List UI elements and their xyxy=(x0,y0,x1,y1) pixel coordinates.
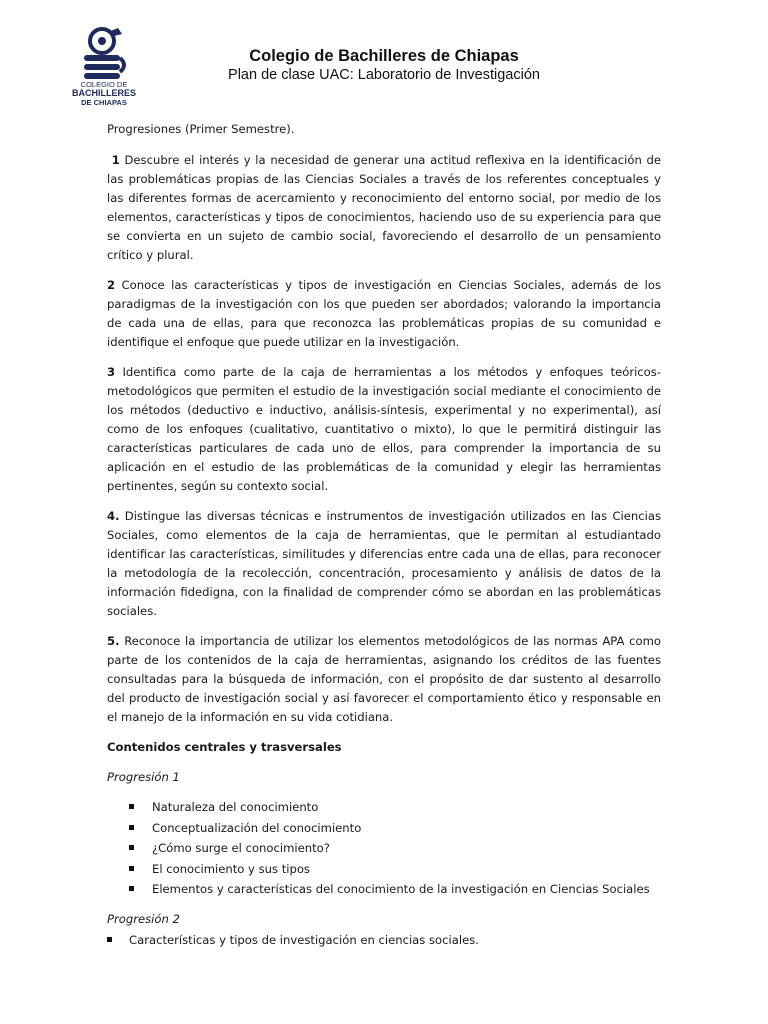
progression-number: 5. xyxy=(107,634,120,648)
list-item xyxy=(107,930,661,951)
progression-paragraph-4 xyxy=(107,507,661,621)
document-body xyxy=(107,120,661,960)
list-item-text: ¿Cómo surge el conocimiento? xyxy=(152,841,330,855)
list-item-text: Naturaleza del conocimiento xyxy=(152,800,319,814)
progression-text: Distingue las diversas técnicas e instrumentos de investigación utilizados en las Ciencias Sociales, como elementos de la caja de herramientas, que le permitan al estudiantado identificar las características, similitudes y diferencias entre cada una de ellas, para reconocer la metodología de la recolección, concentración, procesamiento y análisis de datos de la información fidedigna, con la finalidad de comprender cómo se abordan en las problemáticas sociales. xyxy=(107,509,661,618)
progression-text: Conoce las características y tipos de investigación en Ciencias Sociales, además de los paradigmas de la investigación con los que pueden ser abordados; valorando la importancia de cada una de ellas, para que reconozca las problemáticas propias de su comunidad e identifique el enfoque que puede utilizar en la investigación. xyxy=(107,278,661,349)
list-item xyxy=(129,859,661,880)
list-item xyxy=(129,879,661,900)
progression-number: 1 xyxy=(111,153,120,167)
bullet-square-icon xyxy=(129,804,134,809)
progression-paragraph-1 xyxy=(107,151,661,265)
progression-number: 3 xyxy=(107,365,116,379)
contents-section-title: Contenidos centrales y trasversales xyxy=(107,740,342,754)
progression-text: Identifica como parte de la caja de herramientas a los métodos y enfoques teóricos-metodológicos que permiten el estudio de la investigación social mediante el conocimiento de los métodos (deductivo e inductivo, análisis-síntesis, experimental y no experimental), así como de los enfoques (cualitativo, cuantitativo o mixto), lo que le permitirá distinguir las características particulares de cada uno de ellos, para comprender la importancia de su aplicación en el estudio de las problemáticas de la comunidad y elegir las herramientas pertinentes, según su contexto social. xyxy=(107,365,661,493)
logo-line-1: COLEGIO DE xyxy=(80,80,128,89)
progression-text: Reconoce la importancia de utilizar los elementos metodológicos de las normas APA como parte de los contenidos de la caja de herramientas, asignando los créditos de las fuentes consultadas para la búsqueda de información, con el propósito de dar sustento al desarrollo del producto de investigación social y así favorecer el comportamiento ético y responsable en el manejo de la información en su vida cotidiana. xyxy=(107,634,661,724)
progression-paragraph-2 xyxy=(107,276,661,352)
bullet-square-icon xyxy=(129,886,134,891)
progression-number: 4. xyxy=(107,509,120,523)
progression-paragraph-3 xyxy=(107,363,661,496)
list-item xyxy=(129,797,661,818)
bullet-square-icon xyxy=(129,825,134,830)
list-item-text: Conceptualización del conocimiento xyxy=(152,820,362,835)
list-item xyxy=(129,818,661,839)
progresion-1-heading: Progresión 1 xyxy=(107,770,180,784)
progressions-intro: Progresiones (Primer Semestre). xyxy=(107,122,295,136)
logo-line-3: DE CHIAPAS xyxy=(81,98,127,107)
college-logo-text xyxy=(66,80,142,107)
bullet-square-icon xyxy=(129,845,134,850)
progresion-1-list xyxy=(107,797,661,900)
progression-number: 2 xyxy=(107,278,116,292)
progresion-2-heading: Progresión 2 xyxy=(107,911,180,926)
bullet-square-icon xyxy=(129,866,134,871)
list-item xyxy=(129,838,661,859)
progresion-2-list xyxy=(107,930,661,951)
document-header xyxy=(150,46,618,84)
logo-line-2: BACHILLERES xyxy=(71,88,136,98)
list-item-text: Elementos y características del conocimiento de la investigación en Ciencias Sociales xyxy=(152,882,650,896)
progression-paragraph-5 xyxy=(107,632,661,727)
list-item-text: Características y tipos de investigación en ciencias sociales. xyxy=(129,932,479,947)
document-subtitle: Plan de clase UAC: Laboratorio de Investigación xyxy=(228,67,540,83)
college-emblem-icon xyxy=(66,22,142,80)
bullet-square-icon xyxy=(107,937,112,942)
college-logo xyxy=(66,22,142,114)
list-item-text: El conocimiento y sus tipos xyxy=(152,861,310,876)
document-title: Colegio de Bachilleres de Chiapas xyxy=(249,47,519,65)
progression-text: Descubre el interés y la necesidad de generar una actitud reflexiva en la identificación de las problemáticas propias de las Ciencias Sociales a través de los referentes conceptuales y las diferentes formas de acercamiento y reconocimiento del entorno social, por medio de los elementos, características y tipos de conocimientos, haciendo uso de su experiencia para que se convierta en un sujeto de cambio social, favoreciendo el desarrollo de un pensamiento crítico y plural. xyxy=(107,153,661,262)
